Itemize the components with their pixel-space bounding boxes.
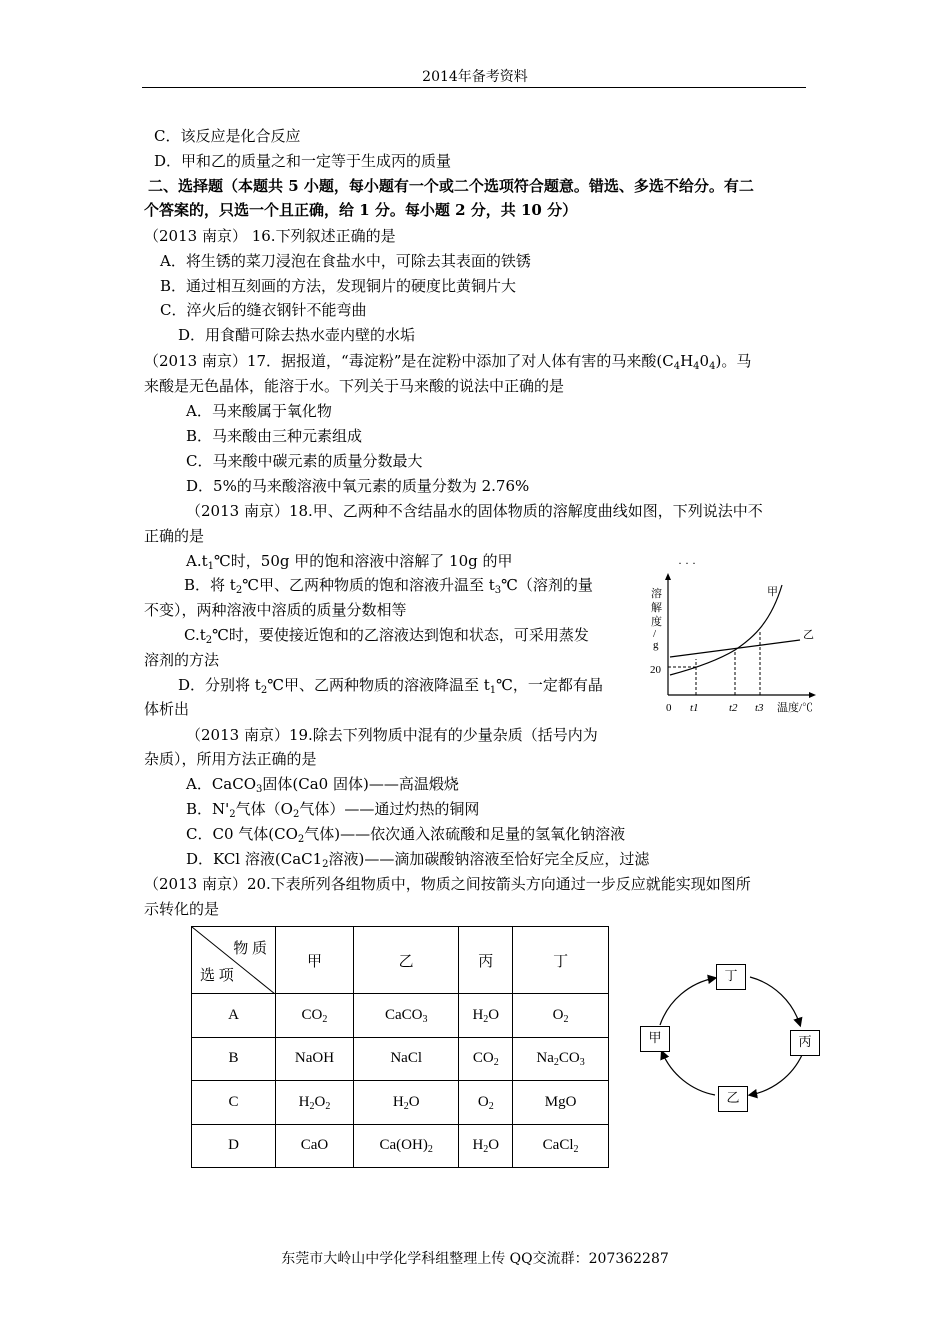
q17-option-b: B．马来酸由三种元素组成 (186, 427, 363, 445)
curve-jia (670, 585, 782, 675)
header-substance: 物 质 (233, 941, 267, 957)
option-label: C (192, 1081, 276, 1125)
q17-stem-2: 来酸是无色晶体，能溶于水。下列关于马来酸的说法中正确的是 (144, 377, 565, 395)
q18-option-b: B．将 $t_2℃$甲、乙两种物质的饱和溶液升温至 $t_3℃$（溶剂的量 (184, 576, 593, 596)
q17-option-c: C．马来酸中碳元素的质量分数最大 (186, 452, 423, 470)
q18-option-d-cont: 体析出 (144, 700, 190, 718)
column-header: 丁 (513, 927, 609, 994)
q16-option-a: A．将生锈的菜刀浸泡在食盐水中，可除去其表面的铁锈 (160, 252, 531, 270)
column-header: 甲 (276, 927, 354, 994)
q19-option-d: D．KCl 溶液($CaC1_2$溶液)——滴加碳酸钠溶液至恰好完全反应，过滤 (186, 850, 650, 870)
x-axis-label: 温度/℃ (777, 702, 814, 714)
table-row (192, 994, 609, 1038)
ylabel-char: 溶 (651, 588, 662, 600)
q15-option-d: D．甲和乙的质量之和一定等于生成丙的质量 (154, 152, 452, 170)
option-label: A (192, 994, 276, 1038)
ylabel-char: g (653, 639, 659, 651)
table-cell: $CO_2$ (276, 994, 354, 1038)
q17-option-d: D．5%的马来酸溶液中氧元素的质量分数为 2.76% (186, 477, 530, 495)
table-cell: $H_2O$ (459, 994, 513, 1038)
column-header: 丙 (459, 927, 513, 994)
q19-option-c: C．C0 气体($CO_2$气体)——依次通入浓硫酸和足量的氢氧化钠溶液 (186, 825, 626, 845)
graph-dots: · · · (678, 556, 696, 570)
table-cell: $Na_2CO_3$ (513, 1037, 609, 1081)
q18-option-a: $A.t_1℃$时，50g 甲的饱和溶液中溶解了 10g 的甲 (186, 552, 513, 572)
arrow-yi-to-jia (662, 1052, 715, 1095)
table-cell: $CO_2$ (459, 1037, 513, 1081)
q18-option-b-cont: 不变），两种溶液中溶质的质量分数相等 (144, 601, 407, 619)
arrow-jia-to-ding (660, 978, 715, 1025)
q18-option-c: $C.t_2℃$时，要使接近饱和的乙溶液达到饱和状态，可采用蒸发 (184, 626, 589, 646)
conversion-cycle-diagram (630, 950, 830, 1130)
origin-label: 0 (666, 702, 672, 714)
q16-option-c: C．淬火后的缝衣钢针不能弯曲 (160, 301, 367, 319)
x-axis-arrow (809, 692, 816, 698)
table-cell: $H_2O$ (353, 1081, 458, 1125)
table-row (192, 1124, 609, 1168)
header-rule (142, 87, 806, 88)
q20-table (191, 926, 609, 1168)
page-header: 2014年备考资料 (422, 69, 528, 85)
solubility-graph (640, 555, 820, 720)
q18-option-c-cont: 溶剂的方法 (144, 651, 220, 669)
section2-heading-2: 个答案的，只选一个且正确，给 1 分。每小题 2 分，共 10 分） (144, 201, 578, 219)
q18-stem-2: 正确的是 (144, 527, 205, 545)
curve-label-jia: 甲 (767, 586, 778, 598)
table-cell: CaCl$_2$ (513, 1124, 609, 1168)
table-cell: $O_2$ (459, 1081, 513, 1125)
table-row (192, 1081, 609, 1125)
q19-stem-2: 杂质），所用方法正确的是 (144, 750, 317, 768)
q16-option-b: B．通过相互刻画的方法，发现铜片的硬度比黄铜片大 (160, 277, 517, 295)
ylabel-char: / (653, 628, 657, 640)
q20-stem-2: 示转化的是 (144, 900, 220, 918)
table-cell: $H_2O_2$ (276, 1081, 354, 1125)
q15-option-c: C．该反应是化合反应 (154, 127, 301, 145)
section2-heading-1: 二、选择题（本题共 5 小题，每小题有一个或二个选项符合题意。错选、多选不给分。有二 (148, 177, 754, 195)
x-tick-t1: t1 (690, 702, 699, 714)
option-label: B (192, 1037, 276, 1081)
table-cell: $Ca(OH)_2$ (353, 1124, 458, 1168)
table-cell: NaCl (353, 1037, 458, 1081)
curve-label-yi: 乙 (803, 629, 814, 641)
table-cell: CaCO$_3$ (353, 994, 458, 1038)
x-tick-t2: t2 (729, 702, 738, 714)
q17-stem-1: （2013 南京）17．据报道，“毒淀粉”是在淀粉中添加了对人体有害的马来酸$(C_4H_40_4)$。马 (144, 352, 752, 372)
cycle-node-yi: 乙 (718, 1086, 748, 1112)
header-option: 选 项 (200, 968, 234, 984)
q19-option-a: A．CaCO$_3$固体(Ca0 固体)——高温煅烧 (186, 775, 459, 795)
table-corner-cell (192, 927, 276, 994)
q16-option-d: D．用食醋可除去热水壶内壁的水垢 (178, 326, 416, 344)
q16-stem: （2013 南京） 16.下列叙述正确的是 (144, 227, 396, 245)
page-footer: 东莞市大岭山中学化学科组整理上传 QQ交流群：207362287 (281, 1251, 669, 1267)
cycle-node-jia: 甲 (640, 1026, 670, 1052)
ylabel-char: 解 (651, 602, 662, 614)
q19-option-b: B．$N'_2$气体（$O_2$气体）——通过灼热的铜网 (186, 800, 480, 820)
table-cell: $H_2O$ (459, 1124, 513, 1168)
table-cell: MgO (513, 1081, 609, 1125)
y-tick-20: 20 (650, 664, 661, 676)
table-cell: CaO (276, 1124, 354, 1168)
arrow-ding-to-bing (750, 977, 800, 1025)
q17-option-a: A．马来酸属于氧化物 (186, 402, 332, 420)
cycle-node-bing: 丙 (790, 1030, 820, 1056)
table-cell: NaOH (276, 1037, 354, 1081)
table-cell: $O_2$ (513, 994, 609, 1038)
q19-stem-1: （2013 南京）19.除去下列物质中混有的少量杂质（括号内为 (186, 726, 598, 744)
x-tick-t3: t3 (755, 702, 764, 714)
ylabel-char: 度 (651, 616, 662, 628)
table-row (192, 1037, 609, 1081)
option-label: D (192, 1124, 276, 1168)
q20-stem-1: （2013 南京）20.下表所列各组物质中，物质之间按箭头方向通过一步反应就能实现如图所 (144, 875, 751, 893)
arrow-bing-to-yi (750, 1055, 802, 1095)
column-header: 乙 (353, 927, 458, 994)
q18-option-d: D．分别将 $t_2℃$甲、乙两种物质的溶液降温至 $t_1℃$，一定都有晶 (178, 676, 603, 696)
q18-stem-1: （2013 南京）18.甲、乙两种不含结晶水的固体物质的溶解度曲线如图，下列说法中不 (186, 502, 763, 520)
cycle-node-ding: 丁 (716, 964, 746, 990)
y-axis-arrow (665, 573, 671, 580)
